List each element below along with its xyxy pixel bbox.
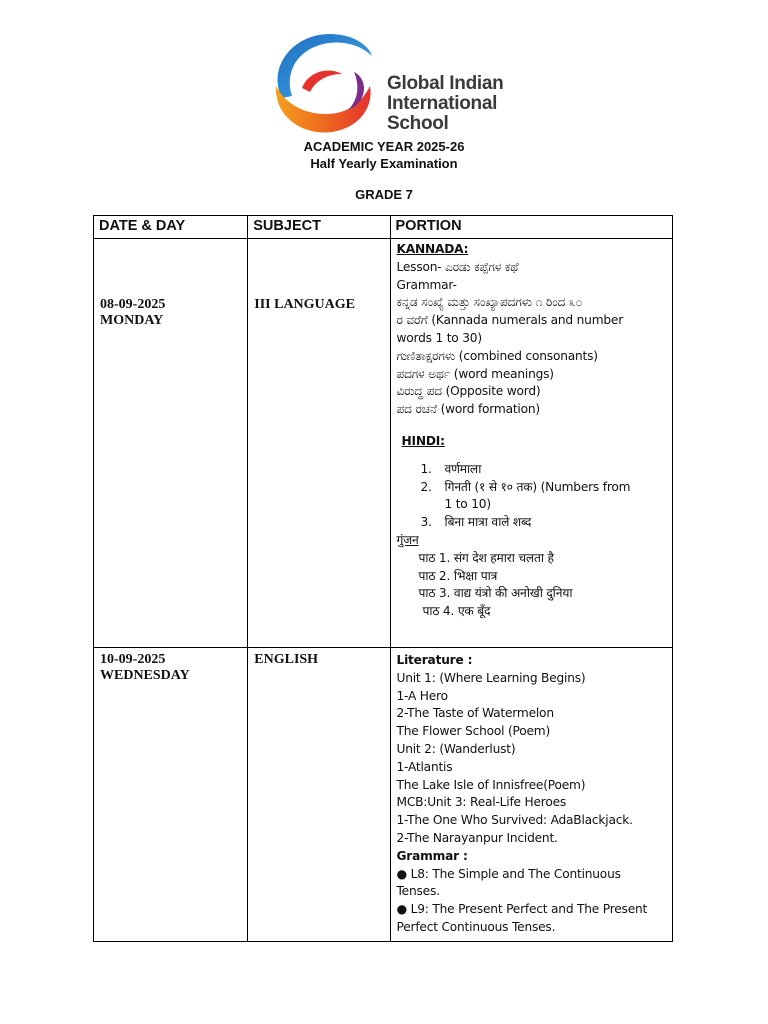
list-item: 2. गिनती (१ से १० तक) (Numbers from [420,479,631,494]
exam-day: WEDNESDAY [100,668,190,683]
kannada-line: ಕನ್ನಡ ಸಂಖ್ಯೆ ಮತ್ತು ಸಂಖ್ಯಾಪದಗಳು ೧ ರಿಂದ ೩೦ [396,295,583,310]
document-header [0,26,768,206]
literature-line: 2-The Taste of Watermelon [396,706,554,721]
gunjan-lesson: पाठ 3. वाद्य यंत्रो की अनोखी दुनिया [418,586,573,601]
gunjan-lesson: पाठ 1. संग देश हमारा चलता है [418,550,554,565]
school-name-line: Global Indian [387,73,504,94]
kannada-line: ವಿರುದ್ಧ ಪದ (Opposite word) [396,384,541,399]
gunjan-heading: गुंजन [396,532,419,547]
list-item-continued: 1 to 10) [444,497,491,512]
school-name-line: School [387,113,449,134]
literature-line: The Flower School (Poem) [396,724,551,739]
school-name [387,74,503,134]
kannada-line: ಪದ ರಚನೆ (word formation) [396,402,540,417]
literature-line: 2-The Narayanpur Incident. [396,830,558,845]
exam-day: MONDAY [100,313,164,328]
header-portion: PORTION [390,216,673,239]
academic-year: ACADEMIC YEAR 2025-26 [303,139,465,154]
date-cell [94,239,248,648]
gunjan-lesson: पाठ 4. एक बूँद [422,604,491,619]
gunjan-lesson: पाठ 2. भिक्षा पात्र [418,568,498,583]
literature-line: 1-The One Who Survived: AdaBlackjack. [396,813,633,828]
list-item: 3. बिना मात्रा वाले शब्द [420,515,532,530]
header-date-day: DATE & DAY [94,216,248,239]
list-item: 1. वर्णमाला [420,461,482,476]
subject-name: III LANGUAGE [254,297,356,312]
portion-cell [390,648,673,942]
grammar-item: ● L8: The Simple and The Continuous Tenses. [396,866,621,899]
literature-line: MCB:Unit 3: Real-Life Heroes [396,795,567,810]
subject-cell [248,239,390,648]
literature-line: 1-Atlantis [396,759,453,774]
subject-cell [248,648,390,942]
literature-line: 1-A Hero [396,688,448,703]
exam-date: 10-09-2025 [100,652,166,667]
literature-line: Unit 1: (Where Learning Begins) [396,670,586,685]
kannada-line: Grammar- [396,277,457,292]
literature-line: Unit 2: (Wanderlust) [396,741,516,756]
kannada-line: Lesson- ಎರಡು ಕಪ್ಪೆಗಳ ಕಥೆ [396,259,519,274]
hindi-list [397,461,667,532]
exam-schedule-table [93,215,673,942]
exam-title: Half Yearly Examination [310,156,458,171]
exam-date: 08-09-2025 [100,297,166,312]
kannada-heading: KANNADA: [396,242,469,256]
literature-line: The Lake Isle of Innisfree(Poem) [396,777,586,792]
school-logo [262,28,380,140]
table-row [94,239,673,648]
table-header-row [94,216,673,239]
date-cell [94,648,248,942]
kannada-line: words 1 to 30) [396,330,482,345]
grade-title: GRADE 7 [355,187,413,202]
kannada-line: ಗುಣಿತಾಕ್ಷರಗಳು (combined consonants) [396,348,598,363]
grammar-item: ● L9: The Present Perfect and The Present Perfect Continuous Tenses. [396,902,648,934]
table-row [94,648,673,942]
kannada-line: ರ ವರೆಗೆ (Kannada numerals and number [396,313,624,328]
swirl-logo-icon [262,28,380,140]
header-subject: SUBJECT [248,216,390,239]
grammar-heading: Grammar : [396,848,468,863]
portion-cell [390,239,673,648]
kannada-line: ಪದಗಳ ಅರ್ಥ (word meanings) [396,366,554,381]
subject-name: ENGLISH [254,652,319,667]
hindi-heading: HINDI: [401,433,445,448]
school-name-line: International [387,93,498,114]
literature-heading: Literature : [396,653,473,667]
